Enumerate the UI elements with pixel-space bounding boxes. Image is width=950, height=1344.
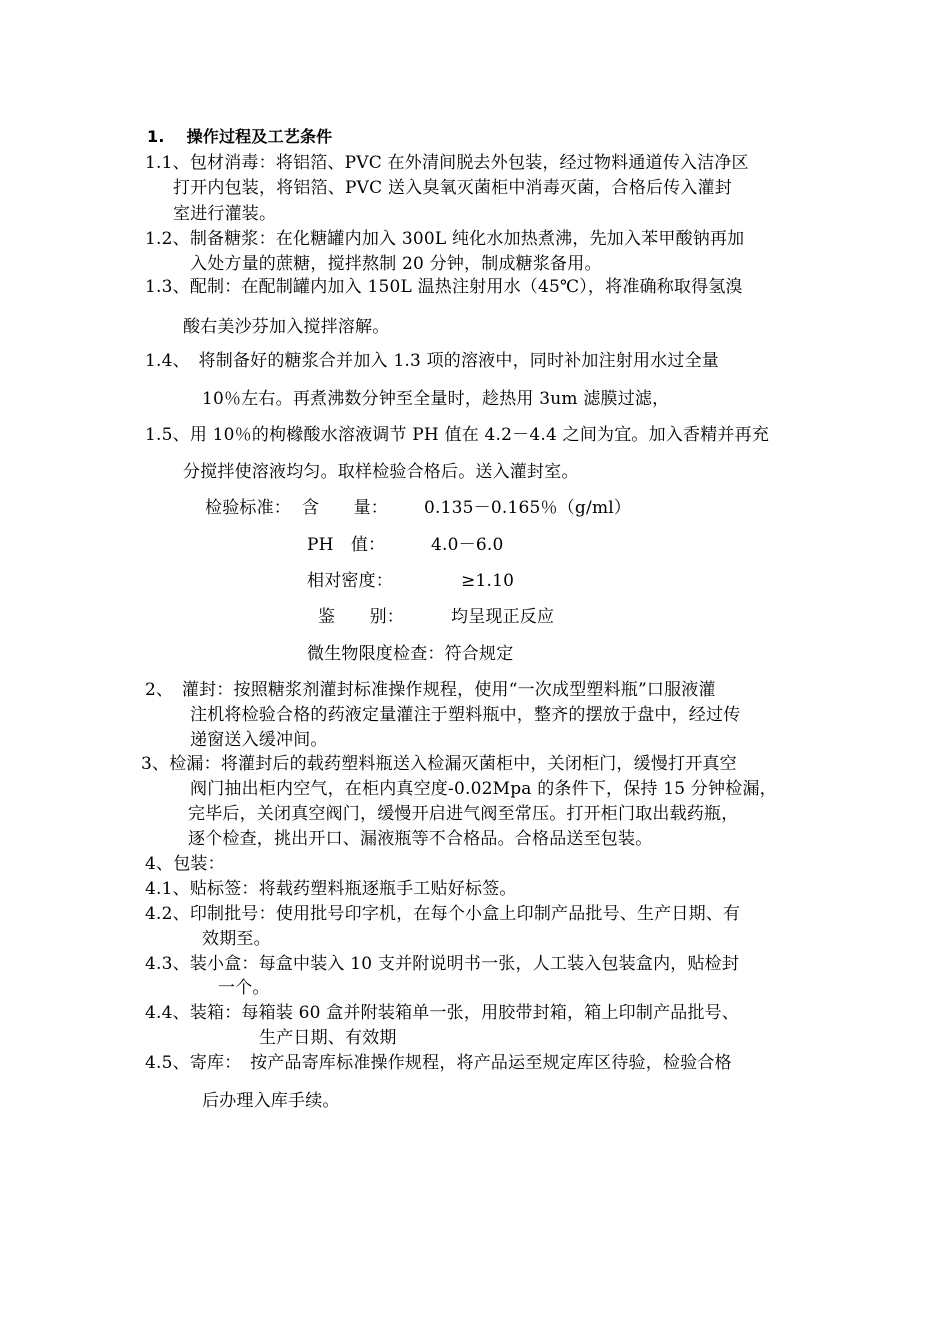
section-4-3-line-2: 一个。 — [218, 978, 270, 998]
section-1-2-line-1: 1.2、制备糖浆：在化糖罐内加入 300L 纯化水加热煮沸，先加入苯甲酸钠再加 — [145, 229, 745, 249]
identification-label: 鉴 别： — [318, 607, 404, 627]
section-2-line-2: 注机将检验合格的药液定量灌注于塑料瓶中，整齐的摆放于盘中，经过传 — [190, 705, 741, 725]
section-4-line-1: 4、包装： — [145, 854, 225, 874]
content-label: 含 量： — [302, 498, 388, 518]
section-1-2-line-2: 入处方量的蔗糖，搅拌熬制 20 分钟，制成糖浆备用。 — [190, 254, 602, 274]
section-3-line-3: 完毕后，关闭真空阀门，缓慢开启进气阀至常压。打开柜门取出载药瓶， — [188, 804, 739, 824]
identification-value: 均呈现正反应 — [451, 607, 555, 627]
section-1-4-line-2: 10％左右。再煮沸数分钟至全量时，趁热用 3um 滤膜过滤， — [202, 389, 670, 409]
section-1-5-line-1: 1.5、用 10％的枸橼酸水溶液调节 PH 值在 4.2－4.4 之间为宜。加入香精并再充 — [145, 425, 770, 445]
microbial-limit: 微生物限度检查：符合规定 — [307, 644, 514, 664]
section-4-2-line-1: 4.2、印制批号：使用批号印字机，在每个小盒上印制产品批号、生产日期、有 — [145, 904, 741, 924]
content-value: 0.135－0.165％（g/ml） — [424, 498, 632, 518]
section-heading: 1. 操作过程及工艺条件 — [147, 127, 333, 146]
density-label: 相对密度： — [307, 571, 393, 591]
section-4-1-line-1: 4.1、贴标签：将载药塑料瓶逐瓶手工贴好标签。 — [145, 879, 517, 899]
standards-label: 检验标准： — [205, 498, 291, 518]
section-4-5-line-1: 4.5、寄库： 按产品寄库标准操作规程，将产品运至规定库区待验，检验合格 — [145, 1053, 732, 1073]
section-4-2-line-2: 效期至。 — [202, 929, 271, 949]
section-4-5-line-2: 后办理入库手续。 — [202, 1091, 340, 1111]
section-1-1-line-1: 1.1、包材消毒：将铝箔、PVC 在外清间脱去外包装，经过物料通道传入洁净区 — [145, 153, 749, 173]
density-value: ≥1.10 — [461, 571, 515, 591]
section-4-4-line-2: 生产日期、有效期 — [259, 1028, 397, 1048]
ph-value: 4.0－6.0 — [431, 535, 504, 555]
section-4-4-line-1: 4.4、装箱：每箱装 60 盒并附装箱单一张，用胶带封箱，箱上印制产品批号、 — [145, 1003, 740, 1023]
section-3-line-4: 逐个检查，挑出开口、漏液瓶等不合格品。合格品送至包装。 — [188, 829, 653, 849]
section-1-1-line-2: 打开内包装，将铝箔、PVC 送入臭氧灭菌柜中消毒灭菌，合格后传入灌封 — [173, 178, 732, 198]
section-3-line-2: 阀门抽出柜内空气，在柜内真空度-0.02Mpa 的条件下，保持 15 分钟检漏， — [190, 779, 777, 799]
section-1-1-line-3: 室进行灌装。 — [173, 204, 277, 224]
section-3-line-1: 3、检漏：将灌封后的载药塑料瓶送入检漏灭菌柜中，关闭柜门，缓慢打开真空 — [141, 754, 737, 774]
section-1-3-line-1: 1.3、配制：在配制罐内加入 150L 温热注射用水（45℃），将准确称取得氢溴 — [145, 277, 743, 297]
section-2-line-1: 2、 灌封：按照糖浆剂灌封标准操作规程，使用“一次成型塑料瓶”口服液灌 — [145, 680, 716, 700]
section-1-3-line-2: 酸右美沙芬加入搅拌溶解。 — [183, 317, 390, 337]
section-2-line-3: 递窗送入缓冲间。 — [190, 730, 328, 750]
section-1-5-line-2: 分搅拌使溶液均匀。取样检验合格后。送入灌封室。 — [183, 462, 579, 482]
section-4-3-line-1: 4.3、装小盒：每盒中装入 10 支并附说明书一张，人工装入包装盒内，贴检封 — [145, 954, 740, 974]
ph-label: PH 值： — [307, 535, 386, 555]
section-1-4-line-1: 1.4、 将制备好的糖浆合并加入 1.3 项的溶液中，同时补加注射用水过全量 — [145, 351, 719, 371]
